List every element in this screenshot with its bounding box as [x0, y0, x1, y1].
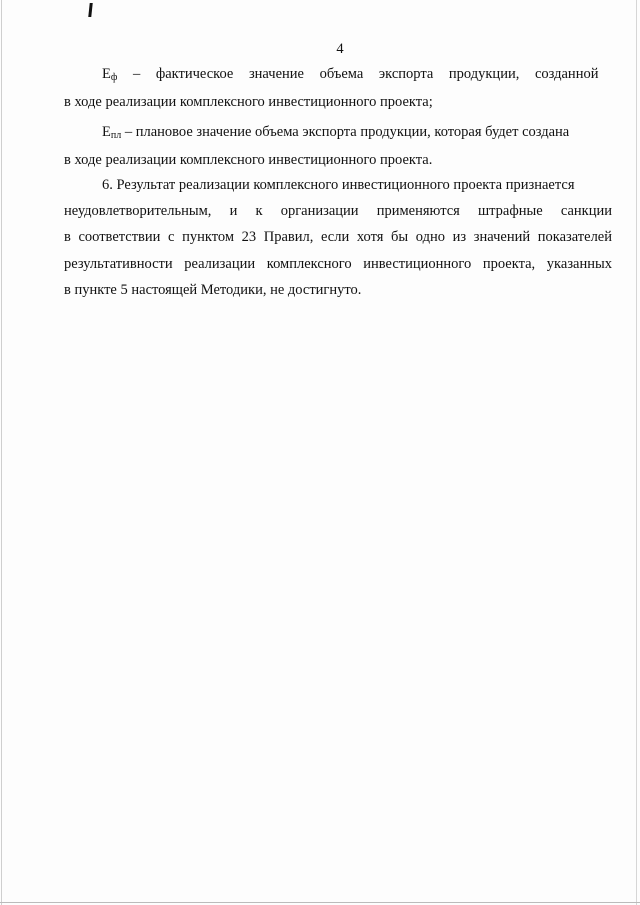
- clause-6-line-5: в пункте 5 настоящей Методики, не достигнуто.: [64, 281, 362, 298]
- page-number: 4: [336, 41, 344, 57]
- definition-line-2: в ходе реализации комплексного инвестиционного проекта.: [64, 152, 433, 169]
- scan-artifact-mark: [88, 3, 92, 17]
- symbol-e: E: [102, 66, 111, 82]
- definition-line-1: [64, 119, 612, 147]
- clause-6: [64, 172, 612, 303]
- definition-text: – фактическое значение объема экспорта продукции, созданной: [117, 66, 599, 82]
- clause-6-line-1: 6. Результат реализации комплексного инвестиционного проекта признается: [102, 177, 575, 193]
- definition-text: – плановое значение объема экспорта продукции, которая будет создана: [121, 124, 570, 140]
- symbol-subscript: пл: [110, 130, 122, 141]
- scan-edge-right: [636, 0, 637, 905]
- clause-6-line-2: неудовлетворительным, и к организации применяются штрафные санкции: [64, 203, 612, 220]
- definition-line-1: [64, 61, 612, 89]
- symbol-e: E: [102, 124, 111, 140]
- scan-edge-left: [1, 0, 2, 905]
- clause-6-line-3: в соответствии с пунктом 23 Правил, если хотя бы одно из значений показателей: [64, 229, 612, 246]
- symbol-subscript: ф: [110, 72, 118, 83]
- scan-edge-bottom: [0, 902, 640, 903]
- definition-actual-export: [64, 61, 612, 115]
- definition-planned-export: [64, 119, 612, 173]
- definition-line-2: в ходе реализации комплексного инвестиционного проекта;: [64, 94, 433, 111]
- clause-6-line-4: результативности реализации комплексного инвестиционного проекта, указанных: [64, 255, 612, 272]
